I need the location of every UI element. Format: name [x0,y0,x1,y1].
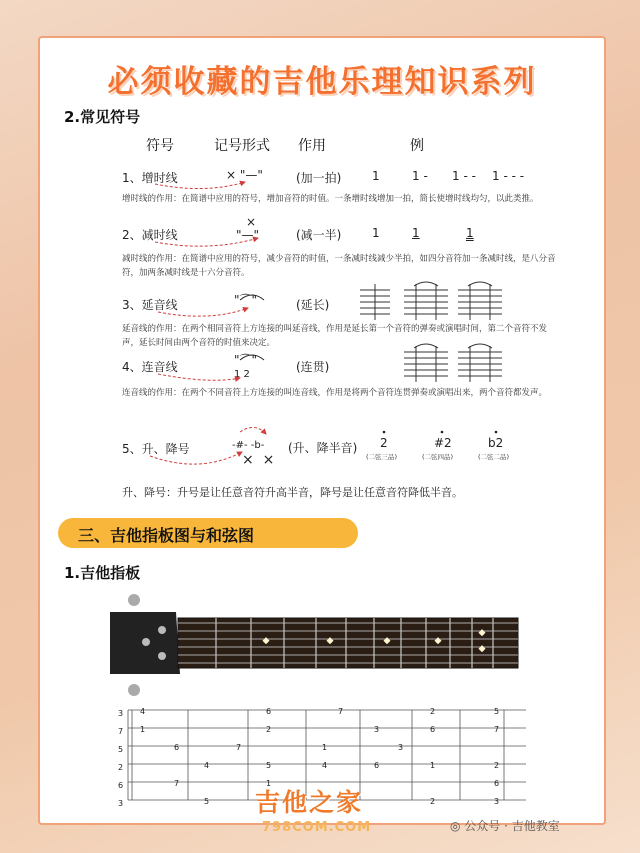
svg-text:1: 1 [430,761,436,770]
tuning-peg-icon [128,684,140,696]
staff-diagram-slur [404,344,502,382]
item-form: × "—" [226,168,263,182]
item-label-sharp-flat: 5、升、降号 [122,442,190,456]
svg-text:5: 5 [494,707,500,716]
arrow-icon [155,182,245,189]
example-note: b2 [488,436,504,450]
item-effect: (升、降半音) [288,441,358,455]
svg-text:4: 4 [204,761,210,770]
svg-text:4: 4 [140,707,146,716]
svg-text:7: 7 [494,725,500,734]
watermark-url: 798COM.COM [262,820,372,835]
col-header-form: 记号形式 [214,138,270,154]
example-note: 1 [372,169,380,183]
svg-text:6: 6 [494,779,500,788]
item-label-tie-decrease: 2、减时线 [122,228,178,242]
svg-text:6: 6 [374,761,380,770]
svg-text:7: 7 [236,743,242,752]
item-form: "⌒" [234,353,258,367]
item-description: 增时线的作用：在简谱中应用的符号，增加音符的时值。一条增时线增加一拍，简长使增时线均匀，以此类推。 [122,194,539,204]
sharp-flat-note: 升、降号：升号是让任意音符升高半音，降号是让任意音符降低半音。 [122,486,463,499]
svg-text:3: 3 [494,797,500,806]
section-pill [58,518,358,548]
example-caption: (二弦三品) [366,453,398,461]
svg-text:7: 7 [338,707,344,716]
example-caption: (二弦四品) [422,453,454,461]
item-form-top: × [246,215,257,229]
example-note: 1 [412,226,420,240]
item-description: 减时线的作用：在简谱中应用的符号，减少音符的时值，一条减时线减少半拍，如四分音符加一条减时线，是八分音符，加两条减时线是十六分音符。 [122,254,556,278]
svg-text:2: 2 [430,707,436,716]
example-note: 1 - - [452,169,476,183]
section-pill-label: 三、吉他指板图与和弦图 [78,526,255,545]
svg-text:2: 2 [266,725,272,734]
example-note: 1 - - - [492,169,525,183]
item-label-tie: 3、延音线 [122,298,178,312]
item-effect: (减一半) [296,228,342,242]
svg-text:3: 3 [374,725,380,734]
col-header-example: 例 [410,138,424,154]
watermark-text: 吉他之家 [255,788,364,817]
svg-text:6: 6 [430,725,436,734]
svg-text:5: 5 [204,797,210,806]
item-form-bottom: 1 2 [234,369,250,380]
svg-text:1: 1 [266,779,272,788]
wechat-icon: ◎ [450,819,465,833]
cross-marks-icon: × × [242,452,275,468]
svg-text:7: 7 [174,779,180,788]
example-note: 1 - [412,169,428,183]
svg-text:2: 2 [494,761,500,770]
staff-diagram-tie [360,282,502,320]
item-effect: (延长) [296,298,330,312]
svg-text:1: 1 [140,725,146,734]
item-effect: (连贯) [296,360,330,374]
item-description: 连音线的作用：在两个不同音符上方连接的叫连音线，作用是将两个音符连贯弹奏或演唱出来，两个音符都发声。 [122,388,548,398]
col-header-effect: 作用 [298,138,326,154]
page-title: 必须收藏的吉他乐理知识系列 [107,64,537,100]
example-note: 2 [380,436,388,450]
item-label-slur: 4、连音线 [122,360,178,374]
example-note: #2 [434,436,452,450]
item-form: "⌒" [234,293,258,307]
symbol-diagrams [40,38,604,478]
example-caption: (二弦二品) [478,453,510,461]
arrow-icon [240,427,266,434]
tuning-peg-icon [128,594,140,606]
item-description: 延音线的作用：在两个相同音符上方连接的叫延音线，作用是延长第一个音符的弹奏或演唱时间，第二个音符不发声，延长时间由两个音符的时值来决定。 [122,324,548,348]
tab-string-labels: 3 7 5 2 6 3 [118,709,124,808]
svg-text:2: 2 [430,797,436,806]
arrow-icon [155,238,258,246]
svg-text:6: 6 [266,707,272,716]
item-form: "—" [236,228,260,242]
svg-text:5: 5 [266,761,272,770]
svg-text:4: 4 [322,761,328,770]
arrow-icon [150,452,242,464]
item-effect: (加一拍) [296,171,342,185]
subheading-fretboard: 1.吉他指板 [64,564,141,582]
section-heading-symbols: 2.常见符号 [64,108,141,126]
footer-account: ◎ 公众号 · 吉他教室 [450,819,560,833]
svg-text:6: 6 [174,743,180,752]
guitar-fretboard-illustration [106,590,526,700]
example-note: 1 [372,226,380,240]
example-note: 1 [466,226,474,240]
svg-text:1: 1 [322,743,328,752]
item-label-tie-increase: 1、增时线 [122,171,178,185]
item-form: -#- -b- [232,440,265,451]
col-header-symbol: 符号 [146,138,174,154]
svg-text:3: 3 [398,743,404,752]
arrow-icon [158,308,248,316]
arrow-icon [158,374,240,380]
